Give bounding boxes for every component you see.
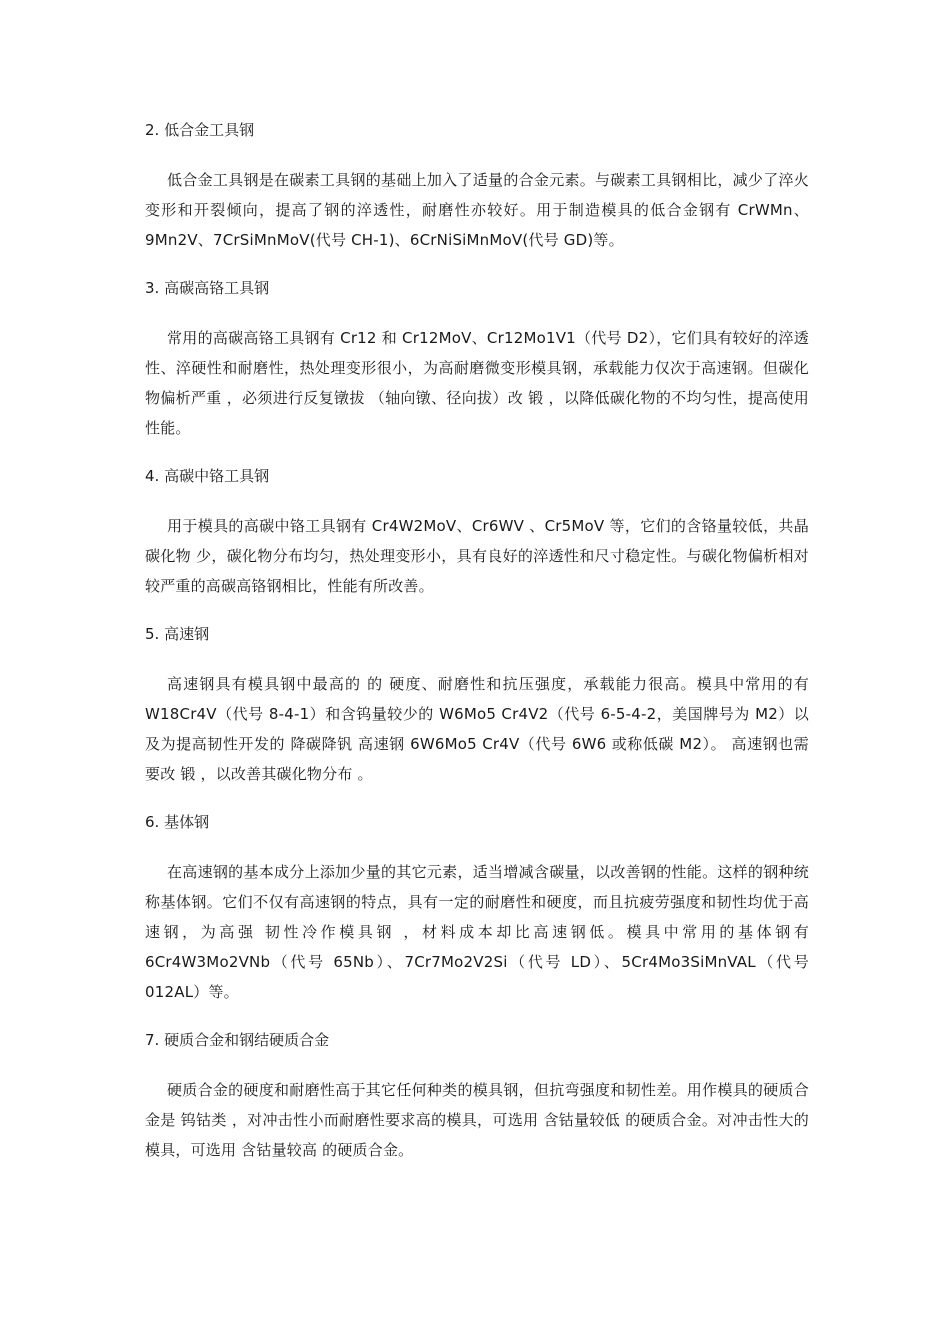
section-heading-matrix-steel: 6. 基体钢 [145, 813, 210, 831]
section-heading-high-speed-steel: 5. 高速钢 [145, 625, 210, 643]
section-body-high-carbon-medium-chromium-steel: 用于模具的高碳中铬工具钢有 Cr4W2MoV、Cr6WV 、Cr5MoV 等，它们的含铬量较低，共晶碳化物 少，碳化物分布均匀，热处理变形小，具有良好的淬透性和尺寸稳定性。与碳化物偏析相对较严重的高碳高铬钢相比，性能有所改善。 [145, 517, 809, 595]
section-body-matrix-steel: 在高速钢的基本成分上添加少量的其它元素，适当增减含碳量，以改善钢的性能。这样的钢种统称基体钢。它们不仅有高速钢的特点，具有一定的耐磨性和硬度，而且抗疲劳强度和韧性均优于高速钢，为高强 韧性冷作模具钢 ，材料成本却比高速钢低。模具中常用的基体钢有 6Cr4W3Mo2VNb（代号 65Nb）、7Cr7Mo2V2Si（代号 LD）、5Cr4Mo3SiMnVAL（代号 012AL）等。 [145, 863, 809, 1001]
section-heading-high-carbon-high-chromium-steel: 3. 高碳高铬工具钢 [145, 279, 270, 297]
section-heading-low-alloy-tool-steel: 2. 低合金工具钢 [145, 121, 255, 139]
section-heading-high-carbon-medium-chromium-steel: 4. 高碳中铬工具钢 [145, 467, 270, 485]
document-content [145, 118, 809, 1186]
section-heading-cemented-carbide: 7. 硬质合金和钢结硬质合金 [145, 1031, 330, 1049]
section-body-cemented-carbide: 硬质合金的硬度和耐磨性高于其它任何种类的模具钢，但抗弯强度和韧性差。用作模具的硬质合金是 钨钴类 ，对冲击性小而耐磨性要求高的模具，可选用 含钴量较低 的硬质合金。对冲击性大的模具，可选用 含钴量较高 的硬质合金。 [145, 1081, 809, 1159]
section-body-high-carbon-high-chromium-steel: 常用的高碳高铬工具钢有 Cr12 和 Cr12MoV、Cr12Mo1V1（代号 D2），它们具有较好的淬透性、淬硬性和耐磨性，热处理变形很小，为高耐磨微变形模具钢，承载能力仅次于高速钢。但碳化物偏析严重 ，必须进行反复镦拔 （轴向镦、径向拔）改 锻 ，以降低碳化物的不均匀性，提高使用性能。 [145, 329, 809, 437]
section-body-low-alloy-tool-steel: 低合金工具钢是在碳素工具钢的基础上加入了适量的合金元素。与碳素工具钢相比，减少了淬火变形和开裂倾向，提高了钢的淬透性，耐磨性亦较好。用于制造模具的低合金钢有 CrWMn、9Mn2V、7CrSiMnMoV(代号 CH-1)、6CrNiSiMnMoV(代号 GD)等。 [145, 171, 809, 249]
section-body-high-speed-steel: 高速钢具有模具钢中最高的 的 硬度、耐磨性和抗压强度，承载能力很高。模具中常用的有 W18Cr4V（代号 8-4-1）和含钨量较少的 W6Mo5 Cr4V2（代号 6-5-4-2，美国牌号为 M2）以及为提高韧性开发的 降碳降钒 高速钢 6W6Mo5 Cr4V（代号 6W6 或称低碳 M2）。 高速钢也需要改 锻 ，以改善其碳化物分布 。 [145, 675, 809, 783]
